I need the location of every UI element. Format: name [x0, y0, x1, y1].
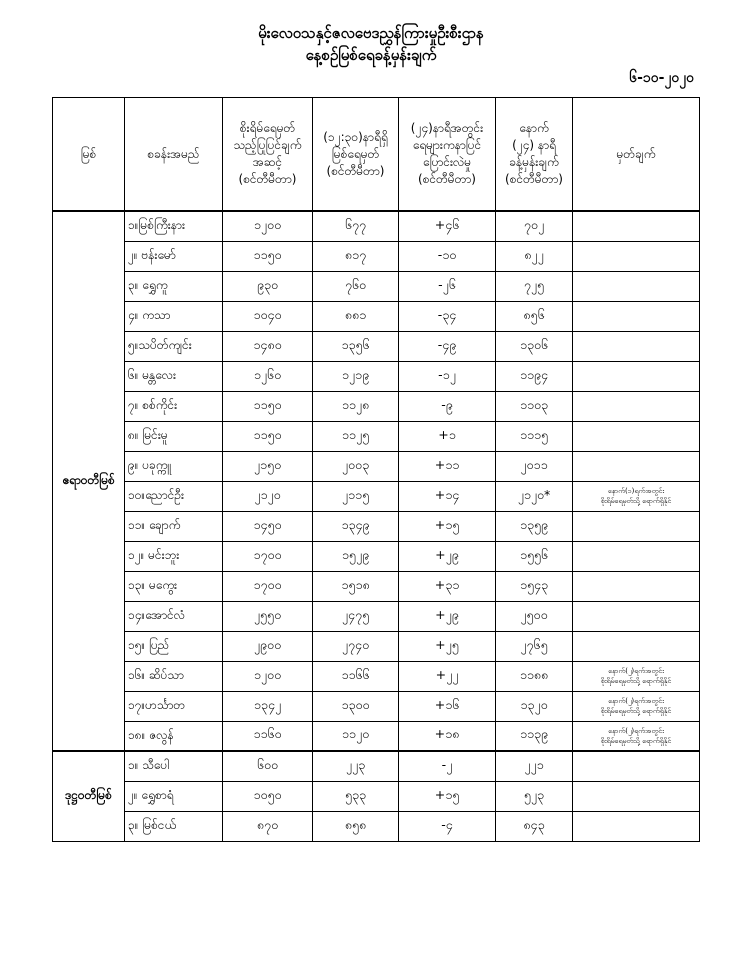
- table-row: [53, 721, 700, 751]
- header-station: စခန်းအမည်: [125, 98, 223, 212]
- forecast-level: ၇၂၅: [496, 271, 573, 301]
- remark: [573, 271, 700, 301]
- forecast-level: ၂၇၆၅: [496, 631, 573, 661]
- table-row: [53, 691, 700, 721]
- remark-line: နောက်(၂)ရက်အတွင်း: [608, 667, 664, 675]
- level-change: -၁၂: [399, 361, 496, 391]
- danger-level: ၁၂၆၀: [223, 361, 313, 391]
- level-change: +၁၅: [399, 511, 496, 541]
- remark: [573, 331, 700, 361]
- table-row: [53, 481, 700, 511]
- header-remarks: မှတ်ချက်: [573, 98, 700, 212]
- danger-level: ၁၇၀၀: [223, 541, 313, 571]
- station-name: ၉။ ပခုက္ကူ: [125, 451, 223, 481]
- remark-line: နောက်(၁)ရက်အတွင်း: [607, 487, 665, 495]
- station-name: ၁၂။ မင်းဘူး: [125, 541, 223, 571]
- forecast-level: ၁၁၃၉: [496, 721, 573, 751]
- forecast-level: ၁၁၁၅: [496, 421, 573, 451]
- level-change: +၁၅: [399, 781, 496, 811]
- current-level: ၂၄၇၅: [313, 601, 399, 631]
- danger-level: ၉၃၀: [223, 271, 313, 301]
- danger-level: ၂၁၂၀: [223, 481, 313, 511]
- station-name: ၁။ သီပေါ: [125, 751, 223, 781]
- level-change: +၂၉: [399, 601, 496, 631]
- station-name: ၅။သပိတ်ကျင်း: [125, 331, 223, 361]
- forecast-level: ၂၁၂၀*: [496, 481, 573, 511]
- forecast-level: ၁၅၅၆: [496, 541, 573, 571]
- table-row: [53, 781, 700, 811]
- document-date: ၆-၁၀-၂၀၂၀: [629, 70, 694, 86]
- remark: [573, 421, 700, 451]
- table-body: [53, 211, 700, 841]
- remark-line: စိုးရိမ်ရေမှတ်သို့ ရောက်ရှိနိုင်: [600, 736, 672, 745]
- level-change: +၄၆: [399, 211, 496, 241]
- current-level: ၁၂၁၉: [313, 361, 399, 391]
- station-name: ၁၆။ ဆိပ်သာ: [125, 661, 223, 691]
- level-change: -၄: [399, 811, 496, 841]
- level-change: +၂၉: [399, 541, 496, 571]
- header-river: မြစ်: [53, 98, 125, 212]
- forecast-level: ၁၃၀၆: [496, 331, 573, 361]
- station-name: ၁၇။ဟင်္သာတ: [125, 691, 223, 721]
- level-change: +၁၆: [399, 691, 496, 721]
- remark: [573, 661, 700, 691]
- danger-level: ၁၀၅၀: [223, 781, 313, 811]
- current-level: ၆၇၇: [313, 211, 399, 241]
- table-row: [53, 631, 700, 661]
- current-level: ၁၅၁၈: [313, 571, 399, 601]
- forecast-level: ၁၃၂၀: [496, 691, 573, 721]
- current-level: ၇၆၀: [313, 271, 399, 301]
- remark-line: စိုးရိမ်ရေမှတ်သို့ ရောက်ရှိနိုင်: [600, 677, 672, 685]
- current-level: ၁၃၅၆: [313, 331, 399, 361]
- current-level: ၁၅၂၉: [313, 541, 399, 571]
- table-header-row: [53, 98, 700, 212]
- current-level: ၁၁၂၀: [313, 721, 399, 751]
- document-title: မိုးလေဝသနှင့်ဇလဗေဒညွှန်ကြားမှုဦးစီးဌာန: [258, 24, 484, 42]
- remark-line: နောက်(၂)ရက်အတွင်း: [608, 726, 664, 735]
- remark: [573, 751, 700, 781]
- river-forecast-table: [52, 97, 700, 842]
- remark: [573, 301, 700, 331]
- table-row: [53, 241, 700, 271]
- level-change: -၉: [399, 391, 496, 421]
- danger-level: ၁၀၄၀: [223, 301, 313, 331]
- current-level: ၂၇၄၀: [313, 631, 399, 661]
- station-name: ၂။ ရွှေစာရံ: [125, 781, 223, 811]
- remark: [573, 241, 700, 271]
- forecast-level: ၂၅၀၀: [496, 601, 573, 631]
- forecast-level: ၁၁၀၃: [496, 391, 573, 421]
- forecast-level: ၁၁၉၄: [496, 361, 573, 391]
- level-change: -၂: [399, 751, 496, 781]
- station-name: ၇။ စစ်ကိုင်း: [125, 391, 223, 421]
- danger-level: ၁၄၅၀: [223, 511, 313, 541]
- table-row: [53, 811, 700, 841]
- current-level: ၁၃၀၀: [313, 691, 399, 721]
- level-change: +၁၁: [399, 451, 496, 481]
- current-level: ၂၀၀၃: [313, 451, 399, 481]
- remark: [573, 811, 700, 841]
- forecast-level: ၈၄၃: [496, 811, 573, 841]
- station-name: ၁၄။အောင်လံ: [125, 601, 223, 631]
- table-row: [53, 571, 700, 601]
- station-name: ၁၅။ ပြည်: [125, 631, 223, 661]
- remark-line: စိုးရိမ်ရေမှတ်သို့ ရောက်ရှိနိုင်: [600, 497, 672, 505]
- forecast-level: ၂၀၁၁: [496, 451, 573, 481]
- danger-level: ၁၄၈၀: [223, 331, 313, 361]
- current-level: ၁၁၆၆: [313, 661, 399, 691]
- current-level: ၂၁၁၅: [313, 481, 399, 511]
- table-row: [53, 601, 700, 631]
- forecast-level: ၁၃၅၉: [496, 511, 573, 541]
- station-name: ၂။ ဗန်းမော်: [125, 241, 223, 271]
- header-change-24h: (၂၄)နာရီအတွင်း ရေများကနာပြင် ပြောင်းလဲမှု (စင်တီမီတာ): [399, 98, 496, 212]
- table-row: [53, 301, 700, 331]
- level-change: -၄၉: [399, 331, 496, 361]
- danger-level: ၆၀၀: [223, 751, 313, 781]
- station-name: ၁။မြစ်ကြီးနား: [125, 211, 223, 241]
- remark: [573, 721, 700, 751]
- danger-level: ၁၁၅၀: [223, 391, 313, 421]
- station-name: ၃။ ရွှေကူ: [125, 271, 223, 301]
- current-level: ၁၁၂၅: [313, 421, 399, 451]
- current-level: ၁၃၄၉: [313, 511, 399, 541]
- remark-line: နောက်(၂)ရက်အတွင်း: [608, 697, 664, 705]
- table-row: [53, 361, 700, 391]
- remark: [573, 601, 700, 631]
- remark: [573, 211, 700, 241]
- table-row: [53, 331, 700, 361]
- remark: [573, 631, 700, 661]
- current-level: ၈၈၁: [313, 301, 399, 331]
- river-name: ဒုဋ္ဌဝတီမြစ်: [53, 751, 125, 841]
- danger-level: ၁၁၅၀: [223, 241, 313, 271]
- station-name: ၆။ မန္တလေး: [125, 361, 223, 391]
- forecast-level: ၅၂၃: [496, 781, 573, 811]
- level-change: -၁၀: [399, 241, 496, 271]
- forecast-level: ၁၁၈၈: [496, 661, 573, 691]
- level-change: -၂၆: [399, 271, 496, 301]
- danger-level: ၁၁၆၀: [223, 721, 313, 751]
- station-name: ၁၃။ မကွေး: [125, 571, 223, 601]
- remark: [573, 391, 700, 421]
- station-name: ၄။ ကသာ: [125, 301, 223, 331]
- level-change: +၂၅: [399, 631, 496, 661]
- station-name: ၁၈။ ဇလွန်: [125, 721, 223, 751]
- remark: [573, 451, 700, 481]
- remark: [573, 571, 700, 601]
- station-name: ၈။ မြင်းမူ: [125, 421, 223, 451]
- document-subtitle: နေ့စဉ်မြစ်ရေခန့်မှန်းချက်: [305, 46, 437, 64]
- danger-level: ၁၁၅၀: [223, 421, 313, 451]
- station-name: ၁၁။ ချောက်: [125, 511, 223, 541]
- remark: [573, 481, 700, 511]
- level-change: +၁: [399, 421, 496, 451]
- station-name: ၃။ မြစ်ငယ်: [125, 811, 223, 841]
- level-change: +၁၄: [399, 481, 496, 511]
- table-row: [53, 511, 700, 541]
- current-level: ၂၂၃: [313, 751, 399, 781]
- danger-level: ၈၇၀: [223, 811, 313, 841]
- danger-level: ၁၂၀၀: [223, 211, 313, 241]
- danger-level: ၂၁၅၀: [223, 451, 313, 481]
- remark: [573, 541, 700, 571]
- danger-level: ၁၂၀၀: [223, 661, 313, 691]
- remark: [573, 781, 700, 811]
- danger-level: ၂၅၅၀: [223, 601, 313, 631]
- current-level: ၈၅၈: [313, 811, 399, 841]
- level-change: -၃၄: [399, 301, 496, 331]
- table-row: [53, 421, 700, 451]
- current-level: ၅၃၃: [313, 781, 399, 811]
- remark: [573, 691, 700, 721]
- table-row: [53, 661, 700, 691]
- remark: [573, 361, 700, 391]
- forecast-level: ၁၅၄၃: [496, 571, 573, 601]
- remark: [573, 511, 700, 541]
- table-row: [53, 541, 700, 571]
- level-change: +၂၂: [399, 661, 496, 691]
- table-row: [53, 271, 700, 301]
- river-name: ဧရာဝတီမြစ်: [53, 211, 125, 751]
- station-name: ၁၀။ညောင်ဦး: [125, 481, 223, 511]
- table-row: [53, 391, 700, 421]
- header-danger-level: စိုးရိမ်ရေမှတ် သည့်ပြုပြင်ချက်အဆင့် (စင်တီမီတာ): [223, 98, 313, 212]
- forecast-level: ၈၅၆: [496, 301, 573, 331]
- forecast-level: ၂၂၁: [496, 751, 573, 781]
- danger-level: ၂၉၀၀: [223, 631, 313, 661]
- table-row: [53, 451, 700, 481]
- table-row: [53, 211, 700, 241]
- current-level: ၈၁၇: [313, 241, 399, 271]
- header-forecast: နောက် (၂၄) နာရီ ခန့်မှန်းချက် (စင်တီမီတာ): [496, 98, 573, 212]
- danger-level: ၁၃၄၂: [223, 691, 313, 721]
- level-change: +၃၁: [399, 571, 496, 601]
- table-row: [53, 751, 700, 781]
- forecast-level: ၇၀၂: [496, 211, 573, 241]
- forecast-level: ၈၂၂: [496, 241, 573, 271]
- level-change: +၁၈: [399, 721, 496, 751]
- danger-level: ၁၇၀၀: [223, 571, 313, 601]
- remark-line: စိုးရိမ်ရေမှတ်သို့ ရောက်ရှိနိုင်: [600, 707, 672, 715]
- current-level: ၁၁၂၈: [313, 391, 399, 421]
- header-current-level: (၁၂:၃၀)နာရီရှိ မြစ်ရေမှတ် (စင်တီမီတာ): [313, 98, 399, 212]
